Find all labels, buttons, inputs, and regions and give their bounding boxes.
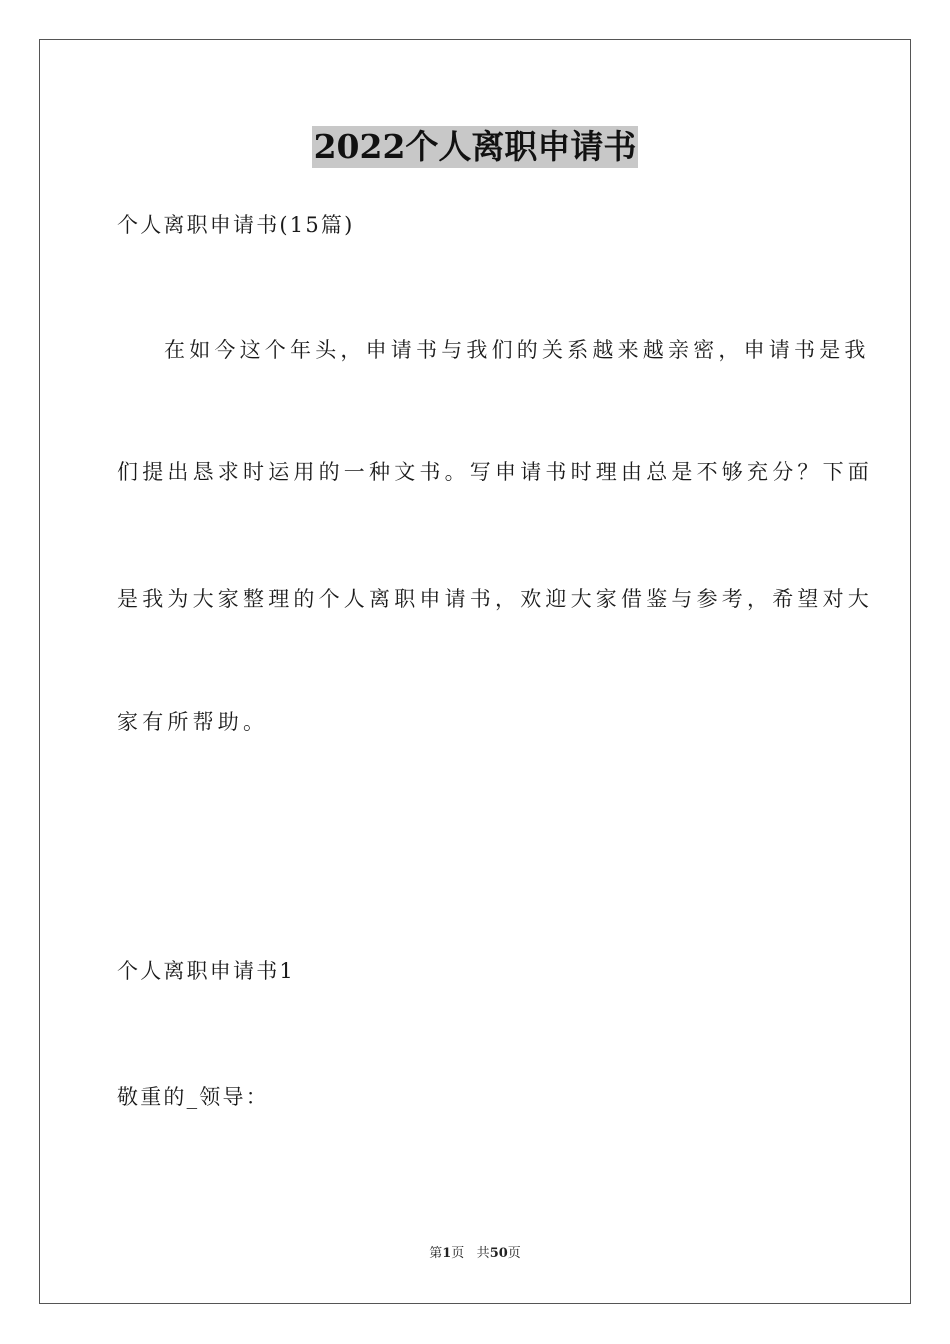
title-container [0, 126, 950, 168]
footer-page-number: 1 [442, 1246, 452, 1261]
intro-line-3: 是我为大家整理的个人离职申请书，欢迎大家借鉴与参考，希望对大 [117, 587, 873, 611]
page-footer [0, 1245, 950, 1263]
footer-page-unit: 页 [451, 1246, 465, 1261]
intro-line-4: 家有所帮助。 [117, 710, 269, 734]
footer-total-unit: 页 [507, 1246, 521, 1261]
section-heading: 个人离职申请书1 [117, 959, 295, 983]
footer-total-pages: 50 [489, 1246, 508, 1261]
salutation: 敬重的_领导： [117, 1085, 269, 1109]
document-title: 2022个人离职申请书 [313, 127, 637, 166]
document-subtitle: 个人离职申请书(15篇) [117, 213, 355, 237]
intro-line-2: 们提出恳求时运用的一种文书。写申请书时理由总是不够充分？下面 [117, 460, 873, 484]
footer-total-label: 共 [476, 1246, 490, 1261]
footer-page-label: 第 [429, 1246, 443, 1261]
intro-line-1: 在如今这个年头，申请书与我们的关系越来越亲密，申请书是我 [164, 338, 870, 362]
